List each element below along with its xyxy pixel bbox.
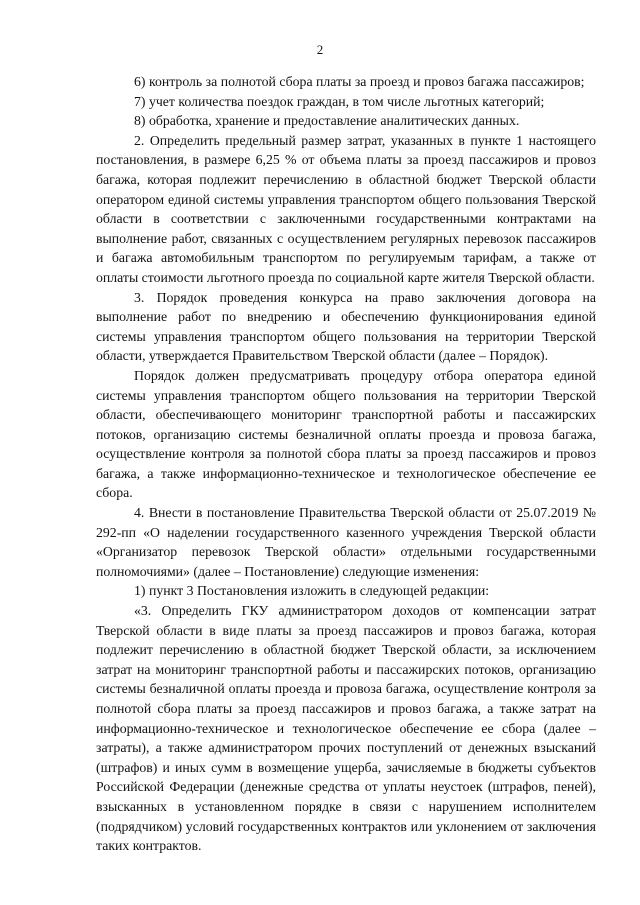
paragraph-section-3: 3. Порядок проведения конкурса на право заключения договора на выполнение работ по внедрению и обеспечению функционирования единой системы управления транспортом общего пользования на территории Тверской области, утверждается Правительством Тверской области (далее – Порядок). xyxy=(96,289,596,364)
paragraph-quoted-item-3: «3. Определить ГКУ администратором доходов от компенсации затрат Тверской области в виде платы за проезд пассажиров и провоз багажа, которая подлежит перечислению в областной бюджет Тверской области, за исключением затрат на мониторинг транспортной работы и пассажирских потоков, организацию системы безналичной оплаты проезда и провоза багажа, осуществление контроля за полнотой сбора платы за проезд пассажиров и провоз багажа, а также затрат на информационно-техническое и технологическое обеспечение ее сбора (далее – затраты), а также администратором прочих поступлений от денежных взысканий (штрафов) и иных сумм в возмещение ущерба, зачисляемые в бюджеты субъектов Российской Федерации (денежные средства от уплаты неустоек (штрафов, пеней), взысканных в установленном порядке в связи с нарушением исполнителем (подрядчиком) условий государственных контрактов или уклонением от заключения таких контрактов. xyxy=(96,603,596,854)
paragraph-procedure: Порядок должен предусматривать процедуру отбора оператора единой системы управления транспортом общего пользования на территории Тверской области, обеспечивающего мониторинг транспортной работы и пассажирских потоков, организацию системы безналичной оплаты проезда и провоза багажа, осуществление контроля за полнотой сбора платы за проезд пассажиров и провоз багажа, а также информационно-техническое и технологическое обеспечение ее сбора. xyxy=(96,367,596,501)
paragraph-subitem-1: 1) пункт 3 Постановления изложить в следующей редакции: xyxy=(134,583,490,599)
page-number: 2 xyxy=(316,42,324,57)
paragraph-item-7: 7) учет количества поездок граждан, в том числе льготных категорий; xyxy=(134,93,545,109)
paragraph-section-4: 4. Внести в постановление Правительства Тверской области от 25.07.2019 № 292-пп «О наделении государственного казенного учреждения Тверской области «Организатор перевозок Тверской области» отдельными государственными полномочиями» (далее – Постановление) следующие изменения: xyxy=(96,505,596,579)
document-body xyxy=(96,72,596,856)
paragraph-section-2: 2. Определить предельный размер затрат, указанных в пункте 1 настоящего постановления, в размере 6,25 % от объема платы за проезд пассажиров и провоз багажа, которая подлежит перечислению в областной бюджет Тверской области оператором единой системы управления транспортом общего пользования Тверской области в соответствии с заключенными государственными контрактами на выполнение работ, связанных с осуществлением регулярных перевозок пассажиров и багажа автомобильным транспортом по регулируемым тарифам, а также от оплаты стоимости льготного проезда по социальной карте жителя Тверской области. xyxy=(96,132,596,285)
paragraph-item-6: 6) контроль за полнотой сбора платы за проезд и провоз багажа пассажиров; xyxy=(134,74,585,89)
paragraph-item-8: 8) обработка, хранение и предоставление аналитических данных. xyxy=(134,113,520,129)
